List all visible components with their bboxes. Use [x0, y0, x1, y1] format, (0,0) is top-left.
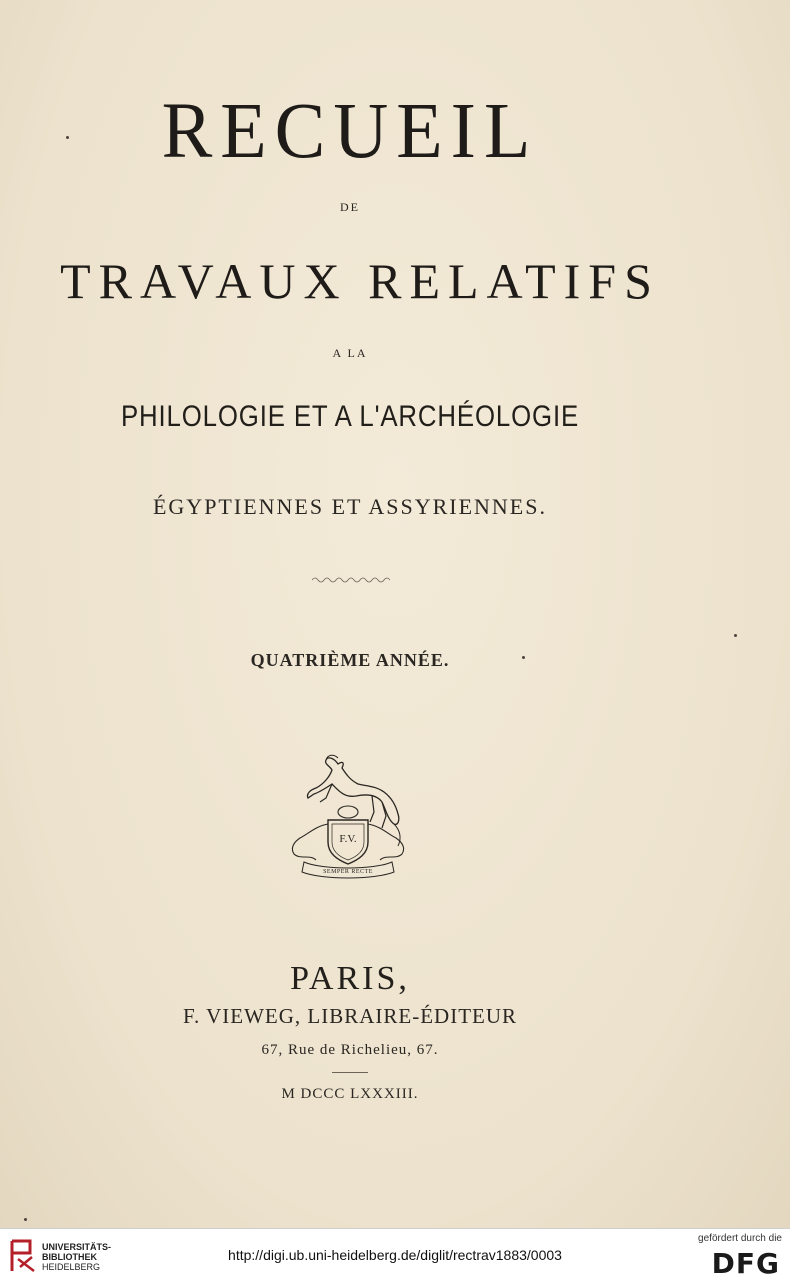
edition-label: QUATRIÈME ANNÉE.: [250, 650, 450, 670]
paper-speck: [66, 136, 69, 139]
emblem-monogram: F.V.: [339, 833, 357, 845]
library-name-line2: BIBLIOTHEK: [42, 1252, 97, 1262]
publication-year: M DCCC LXXXIII.: [281, 1086, 419, 1102]
funding-note: gefördert durch die: [698, 1233, 782, 1244]
book-subtitle: TRAVAUX RELATIFS: [60, 253, 660, 309]
book-field: PHILOLOGIE ET A L'ARCHÉOLOGIE: [120, 400, 580, 433]
library-name-line1: UNIVERSITÄTS-: [42, 1242, 112, 1252]
title-connector-de: DE: [340, 200, 360, 214]
ornamental-rule-icon: [312, 576, 390, 584]
emblem-banner: SEMPER RECTE: [323, 869, 373, 875]
publisher: F. VIEWEG, LIBRAIRE-ÉDITEUR: [182, 1004, 518, 1028]
publication-city: PARIS,: [290, 960, 410, 997]
title-connector-a-la: A LA: [332, 346, 368, 360]
paper-speck: [522, 656, 525, 659]
book-scope: ÉGYPTIENNES ET ASSYRIENNES.: [152, 494, 547, 519]
divider: [332, 1072, 368, 1073]
paper-speck: [24, 1218, 27, 1221]
paper-speck: [734, 634, 737, 637]
dfg-logo: DFG: [711, 1247, 780, 1280]
viewer-footer: [0, 1228, 790, 1281]
publisher-address: 67, Rue de Richelieu, 67.: [261, 1042, 439, 1058]
permalink-url[interactable]: http://digi.ub.uni-heidelberg.de/diglit/rectrav1883/0003: [228, 1247, 562, 1263]
library-name-line3: HEIDELBERG: [42, 1262, 101, 1272]
book-title: RECUEIL: [161, 86, 539, 176]
horse-crest-icon: [286, 750, 410, 884]
